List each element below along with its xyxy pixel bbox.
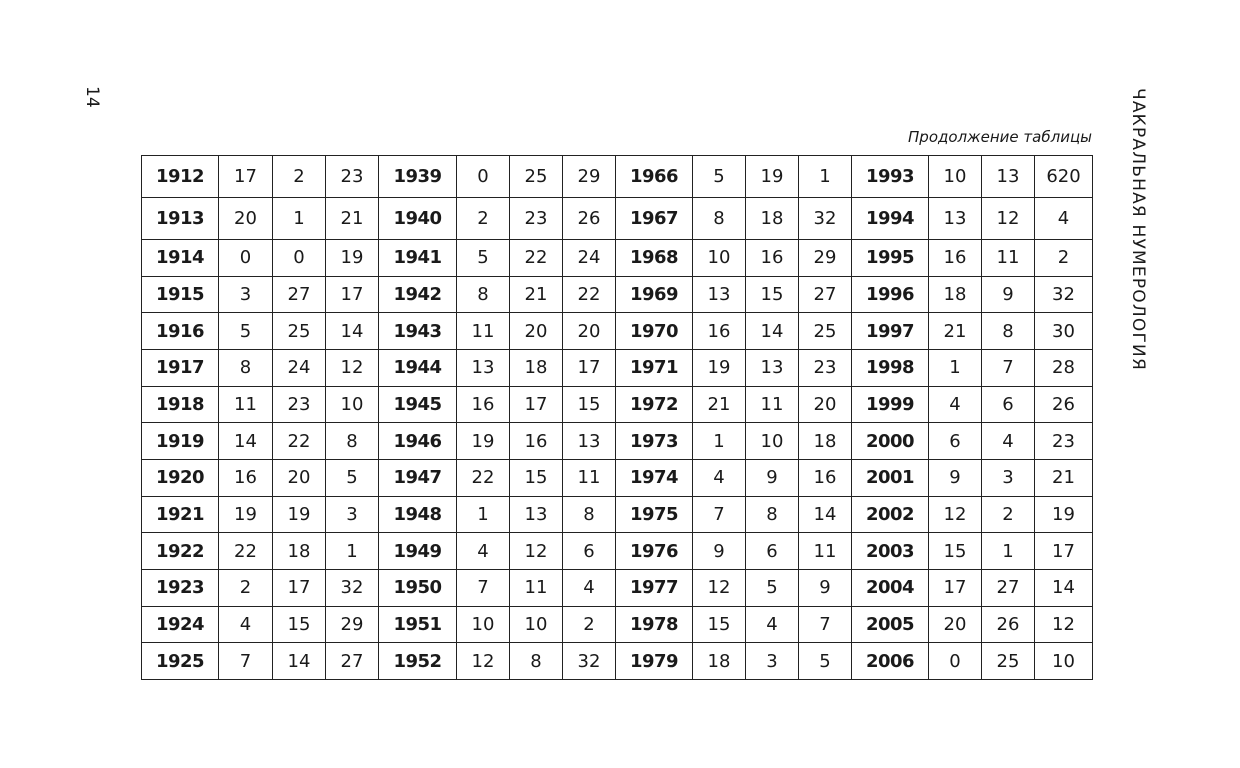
year-cell: 1977 bbox=[616, 569, 693, 606]
value-cell: 0 bbox=[219, 240, 273, 277]
value-cell: 27 bbox=[326, 643, 379, 680]
table-row bbox=[142, 240, 1093, 277]
value-cell: 5 bbox=[326, 459, 379, 496]
year-cell: 1939 bbox=[379, 156, 457, 198]
value-cell: 10 bbox=[746, 423, 799, 460]
year-cell: 1972 bbox=[616, 386, 693, 423]
table-row bbox=[142, 533, 1093, 570]
value-cell: 4 bbox=[219, 606, 273, 643]
value-cell: 19 bbox=[1035, 496, 1093, 533]
value-cell: 19 bbox=[219, 496, 273, 533]
year-cell: 1944 bbox=[379, 349, 457, 386]
value-cell: 13 bbox=[982, 156, 1035, 198]
value-cell: 21 bbox=[326, 198, 379, 240]
value-cell: 11 bbox=[219, 386, 273, 423]
value-cell: 27 bbox=[799, 276, 852, 313]
value-cell: 2 bbox=[982, 496, 1035, 533]
value-cell: 13 bbox=[693, 276, 746, 313]
year-cell: 1970 bbox=[616, 313, 693, 350]
value-cell: 19 bbox=[457, 423, 510, 460]
table-row bbox=[142, 606, 1093, 643]
value-cell: 1 bbox=[929, 349, 982, 386]
value-cell: 23 bbox=[510, 198, 563, 240]
year-cell: 1925 bbox=[142, 643, 219, 680]
value-cell: 17 bbox=[219, 156, 273, 198]
value-cell: 8 bbox=[693, 198, 746, 240]
year-cell: 1924 bbox=[142, 606, 219, 643]
value-cell: 13 bbox=[510, 496, 563, 533]
value-cell: 14 bbox=[273, 643, 326, 680]
value-cell: 4 bbox=[563, 569, 616, 606]
value-cell: 14 bbox=[746, 313, 799, 350]
value-cell: 9 bbox=[982, 276, 1035, 313]
year-cell: 1973 bbox=[616, 423, 693, 460]
year-cell: 2000 bbox=[852, 423, 929, 460]
value-cell: 12 bbox=[982, 198, 1035, 240]
year-cell: 2003 bbox=[852, 533, 929, 570]
value-cell: 21 bbox=[510, 276, 563, 313]
value-cell: 12 bbox=[457, 643, 510, 680]
value-cell: 8 bbox=[326, 423, 379, 460]
table-row bbox=[142, 313, 1093, 350]
value-cell: 18 bbox=[929, 276, 982, 313]
value-cell: 11 bbox=[563, 459, 616, 496]
value-cell: 1 bbox=[982, 533, 1035, 570]
year-cell: 1913 bbox=[142, 198, 219, 240]
value-cell: 19 bbox=[326, 240, 379, 277]
value-cell: 27 bbox=[982, 569, 1035, 606]
year-cell: 1997 bbox=[852, 313, 929, 350]
value-cell: 11 bbox=[982, 240, 1035, 277]
value-cell: 16 bbox=[746, 240, 799, 277]
value-cell: 16 bbox=[510, 423, 563, 460]
value-cell: 23 bbox=[1035, 423, 1093, 460]
value-cell: 16 bbox=[693, 313, 746, 350]
value-cell: 24 bbox=[273, 349, 326, 386]
year-cell: 1995 bbox=[852, 240, 929, 277]
value-cell: 29 bbox=[563, 156, 616, 198]
year-cell: 1942 bbox=[379, 276, 457, 313]
value-cell: 18 bbox=[746, 198, 799, 240]
value-cell: 2 bbox=[219, 569, 273, 606]
table-row bbox=[142, 423, 1093, 460]
value-cell: 10 bbox=[929, 156, 982, 198]
year-cell: 1947 bbox=[379, 459, 457, 496]
value-cell: 19 bbox=[693, 349, 746, 386]
running-header: ЧАКРАЛЬНАЯ НУМЕРОЛОГИЯ bbox=[1128, 88, 1148, 371]
value-cell: 10 bbox=[510, 606, 563, 643]
value-cell: 29 bbox=[799, 240, 852, 277]
value-cell: 5 bbox=[457, 240, 510, 277]
value-cell: 0 bbox=[273, 240, 326, 277]
year-cell: 2006 bbox=[852, 643, 929, 680]
value-cell: 7 bbox=[219, 643, 273, 680]
value-cell: 20 bbox=[563, 313, 616, 350]
value-cell: 8 bbox=[746, 496, 799, 533]
value-cell: 9 bbox=[746, 459, 799, 496]
year-cell: 2004 bbox=[852, 569, 929, 606]
value-cell: 10 bbox=[693, 240, 746, 277]
value-cell: 17 bbox=[1035, 533, 1093, 570]
table-row bbox=[142, 643, 1093, 680]
value-cell: 32 bbox=[563, 643, 616, 680]
year-cell: 1912 bbox=[142, 156, 219, 198]
value-cell: 5 bbox=[219, 313, 273, 350]
year-cell: 1971 bbox=[616, 349, 693, 386]
value-cell: 22 bbox=[563, 276, 616, 313]
value-cell: 22 bbox=[273, 423, 326, 460]
value-cell: 4 bbox=[929, 386, 982, 423]
value-cell: 4 bbox=[1035, 198, 1093, 240]
value-cell: 23 bbox=[273, 386, 326, 423]
value-cell: 17 bbox=[563, 349, 616, 386]
value-cell: 25 bbox=[982, 643, 1035, 680]
value-cell: 30 bbox=[1035, 313, 1093, 350]
value-cell: 0 bbox=[457, 156, 510, 198]
value-cell: 16 bbox=[799, 459, 852, 496]
value-cell: 18 bbox=[693, 643, 746, 680]
value-cell: 32 bbox=[799, 198, 852, 240]
value-cell: 8 bbox=[510, 643, 563, 680]
year-cell: 1966 bbox=[616, 156, 693, 198]
value-cell: 8 bbox=[457, 276, 510, 313]
value-cell: 10 bbox=[457, 606, 510, 643]
year-cell: 1948 bbox=[379, 496, 457, 533]
value-cell: 23 bbox=[799, 349, 852, 386]
value-cell: 14 bbox=[1035, 569, 1093, 606]
value-cell: 9 bbox=[929, 459, 982, 496]
table-body bbox=[142, 156, 1093, 680]
value-cell: 24 bbox=[563, 240, 616, 277]
value-cell: 9 bbox=[693, 533, 746, 570]
value-cell: 13 bbox=[929, 198, 982, 240]
value-cell: 20 bbox=[799, 386, 852, 423]
value-cell: 15 bbox=[563, 386, 616, 423]
value-cell: 18 bbox=[510, 349, 563, 386]
value-cell: 2 bbox=[563, 606, 616, 643]
value-cell: 10 bbox=[326, 386, 379, 423]
value-cell: 12 bbox=[929, 496, 982, 533]
year-cell: 1978 bbox=[616, 606, 693, 643]
year-cell: 1914 bbox=[142, 240, 219, 277]
value-cell: 1 bbox=[693, 423, 746, 460]
value-cell: 1 bbox=[273, 198, 326, 240]
year-cell: 1923 bbox=[142, 569, 219, 606]
value-cell: 14 bbox=[326, 313, 379, 350]
value-cell: 7 bbox=[799, 606, 852, 643]
value-cell: 26 bbox=[1035, 386, 1093, 423]
value-cell: 25 bbox=[273, 313, 326, 350]
value-cell: 5 bbox=[799, 643, 852, 680]
value-cell: 22 bbox=[457, 459, 510, 496]
year-cell: 1976 bbox=[616, 533, 693, 570]
value-cell: 12 bbox=[510, 533, 563, 570]
value-cell: 3 bbox=[982, 459, 1035, 496]
value-cell: 15 bbox=[273, 606, 326, 643]
value-cell: 17 bbox=[326, 276, 379, 313]
value-cell: 26 bbox=[982, 606, 1035, 643]
table-row bbox=[142, 156, 1093, 198]
value-cell: 21 bbox=[1035, 459, 1093, 496]
value-cell: 8 bbox=[982, 313, 1035, 350]
year-cell: 1994 bbox=[852, 198, 929, 240]
value-cell: 21 bbox=[693, 386, 746, 423]
value-cell: 11 bbox=[457, 313, 510, 350]
value-cell: 11 bbox=[799, 533, 852, 570]
value-cell: 28 bbox=[1035, 349, 1093, 386]
table-row bbox=[142, 198, 1093, 240]
year-cell: 1920 bbox=[142, 459, 219, 496]
value-cell: 2 bbox=[457, 198, 510, 240]
value-cell: 1 bbox=[457, 496, 510, 533]
table-row bbox=[142, 569, 1093, 606]
value-cell: 4 bbox=[693, 459, 746, 496]
value-cell: 18 bbox=[799, 423, 852, 460]
year-cell: 1968 bbox=[616, 240, 693, 277]
value-cell: 20 bbox=[273, 459, 326, 496]
value-cell: 21 bbox=[929, 313, 982, 350]
value-cell: 7 bbox=[457, 569, 510, 606]
value-cell: 23 bbox=[326, 156, 379, 198]
value-cell: 32 bbox=[1035, 276, 1093, 313]
value-cell: 14 bbox=[219, 423, 273, 460]
year-cell: 1917 bbox=[142, 349, 219, 386]
value-cell: 20 bbox=[510, 313, 563, 350]
year-cell: 2001 bbox=[852, 459, 929, 496]
value-cell: 12 bbox=[1035, 606, 1093, 643]
value-cell: 9 bbox=[799, 569, 852, 606]
value-cell: 3 bbox=[326, 496, 379, 533]
year-cell: 1915 bbox=[142, 276, 219, 313]
value-cell: 5 bbox=[693, 156, 746, 198]
value-cell: 7 bbox=[693, 496, 746, 533]
year-cell: 1943 bbox=[379, 313, 457, 350]
value-cell: 29 bbox=[326, 606, 379, 643]
year-cell: 1949 bbox=[379, 533, 457, 570]
year-cell: 1969 bbox=[616, 276, 693, 313]
value-cell: 20 bbox=[219, 198, 273, 240]
table-row bbox=[142, 276, 1093, 313]
table-row bbox=[142, 459, 1093, 496]
value-cell: 8 bbox=[219, 349, 273, 386]
value-cell: 13 bbox=[457, 349, 510, 386]
year-cell: 1921 bbox=[142, 496, 219, 533]
table-row bbox=[142, 496, 1093, 533]
value-cell: 22 bbox=[219, 533, 273, 570]
year-cell: 1916 bbox=[142, 313, 219, 350]
year-cell: 1998 bbox=[852, 349, 929, 386]
value-cell: 16 bbox=[929, 240, 982, 277]
year-cell: 1940 bbox=[379, 198, 457, 240]
value-cell: 18 bbox=[273, 533, 326, 570]
year-cell: 1996 bbox=[852, 276, 929, 313]
value-cell: 4 bbox=[746, 606, 799, 643]
table-row bbox=[142, 349, 1093, 386]
value-cell: 17 bbox=[510, 386, 563, 423]
value-cell: 6 bbox=[563, 533, 616, 570]
value-cell: 32 bbox=[326, 569, 379, 606]
value-cell: 13 bbox=[746, 349, 799, 386]
page-number: 14 bbox=[82, 86, 102, 108]
value-cell: 17 bbox=[929, 569, 982, 606]
value-cell: 15 bbox=[929, 533, 982, 570]
value-cell: 16 bbox=[457, 386, 510, 423]
value-cell: 11 bbox=[746, 386, 799, 423]
numerology-table bbox=[141, 155, 1093, 680]
year-cell: 1919 bbox=[142, 423, 219, 460]
value-cell: 20 bbox=[929, 606, 982, 643]
table-row bbox=[142, 386, 1093, 423]
value-cell: 6 bbox=[746, 533, 799, 570]
value-cell: 6 bbox=[929, 423, 982, 460]
value-cell: 25 bbox=[799, 313, 852, 350]
value-cell: 12 bbox=[326, 349, 379, 386]
value-cell: 1 bbox=[799, 156, 852, 198]
year-cell: 1941 bbox=[379, 240, 457, 277]
value-cell: 19 bbox=[746, 156, 799, 198]
value-cell: 620 bbox=[1035, 156, 1093, 198]
value-cell: 16 bbox=[219, 459, 273, 496]
year-cell: 1967 bbox=[616, 198, 693, 240]
value-cell: 15 bbox=[693, 606, 746, 643]
value-cell: 17 bbox=[273, 569, 326, 606]
year-cell: 1999 bbox=[852, 386, 929, 423]
value-cell: 26 bbox=[563, 198, 616, 240]
year-cell: 1946 bbox=[379, 423, 457, 460]
year-cell: 1974 bbox=[616, 459, 693, 496]
value-cell: 11 bbox=[510, 569, 563, 606]
year-cell: 1951 bbox=[379, 606, 457, 643]
value-cell: 1 bbox=[326, 533, 379, 570]
year-cell: 1993 bbox=[852, 156, 929, 198]
value-cell: 13 bbox=[563, 423, 616, 460]
value-cell: 4 bbox=[457, 533, 510, 570]
year-cell: 2005 bbox=[852, 606, 929, 643]
year-cell: 1950 bbox=[379, 569, 457, 606]
value-cell: 22 bbox=[510, 240, 563, 277]
value-cell: 19 bbox=[273, 496, 326, 533]
year-cell: 1918 bbox=[142, 386, 219, 423]
value-cell: 2 bbox=[1035, 240, 1093, 277]
value-cell: 0 bbox=[929, 643, 982, 680]
value-cell: 3 bbox=[219, 276, 273, 313]
year-cell: 1975 bbox=[616, 496, 693, 533]
year-cell: 2002 bbox=[852, 496, 929, 533]
value-cell: 15 bbox=[746, 276, 799, 313]
year-cell: 1922 bbox=[142, 533, 219, 570]
year-cell: 1979 bbox=[616, 643, 693, 680]
value-cell: 27 bbox=[273, 276, 326, 313]
value-cell: 10 bbox=[1035, 643, 1093, 680]
value-cell: 8 bbox=[563, 496, 616, 533]
value-cell: 4 bbox=[982, 423, 1035, 460]
value-cell: 3 bbox=[746, 643, 799, 680]
value-cell: 15 bbox=[510, 459, 563, 496]
value-cell: 6 bbox=[982, 386, 1035, 423]
value-cell: 25 bbox=[510, 156, 563, 198]
value-cell: 14 bbox=[799, 496, 852, 533]
value-cell: 12 bbox=[693, 569, 746, 606]
year-cell: 1952 bbox=[379, 643, 457, 680]
value-cell: 2 bbox=[273, 156, 326, 198]
value-cell: 5 bbox=[746, 569, 799, 606]
table-caption: Продолжение таблицы bbox=[908, 128, 1092, 146]
year-cell: 1945 bbox=[379, 386, 457, 423]
value-cell: 7 bbox=[982, 349, 1035, 386]
